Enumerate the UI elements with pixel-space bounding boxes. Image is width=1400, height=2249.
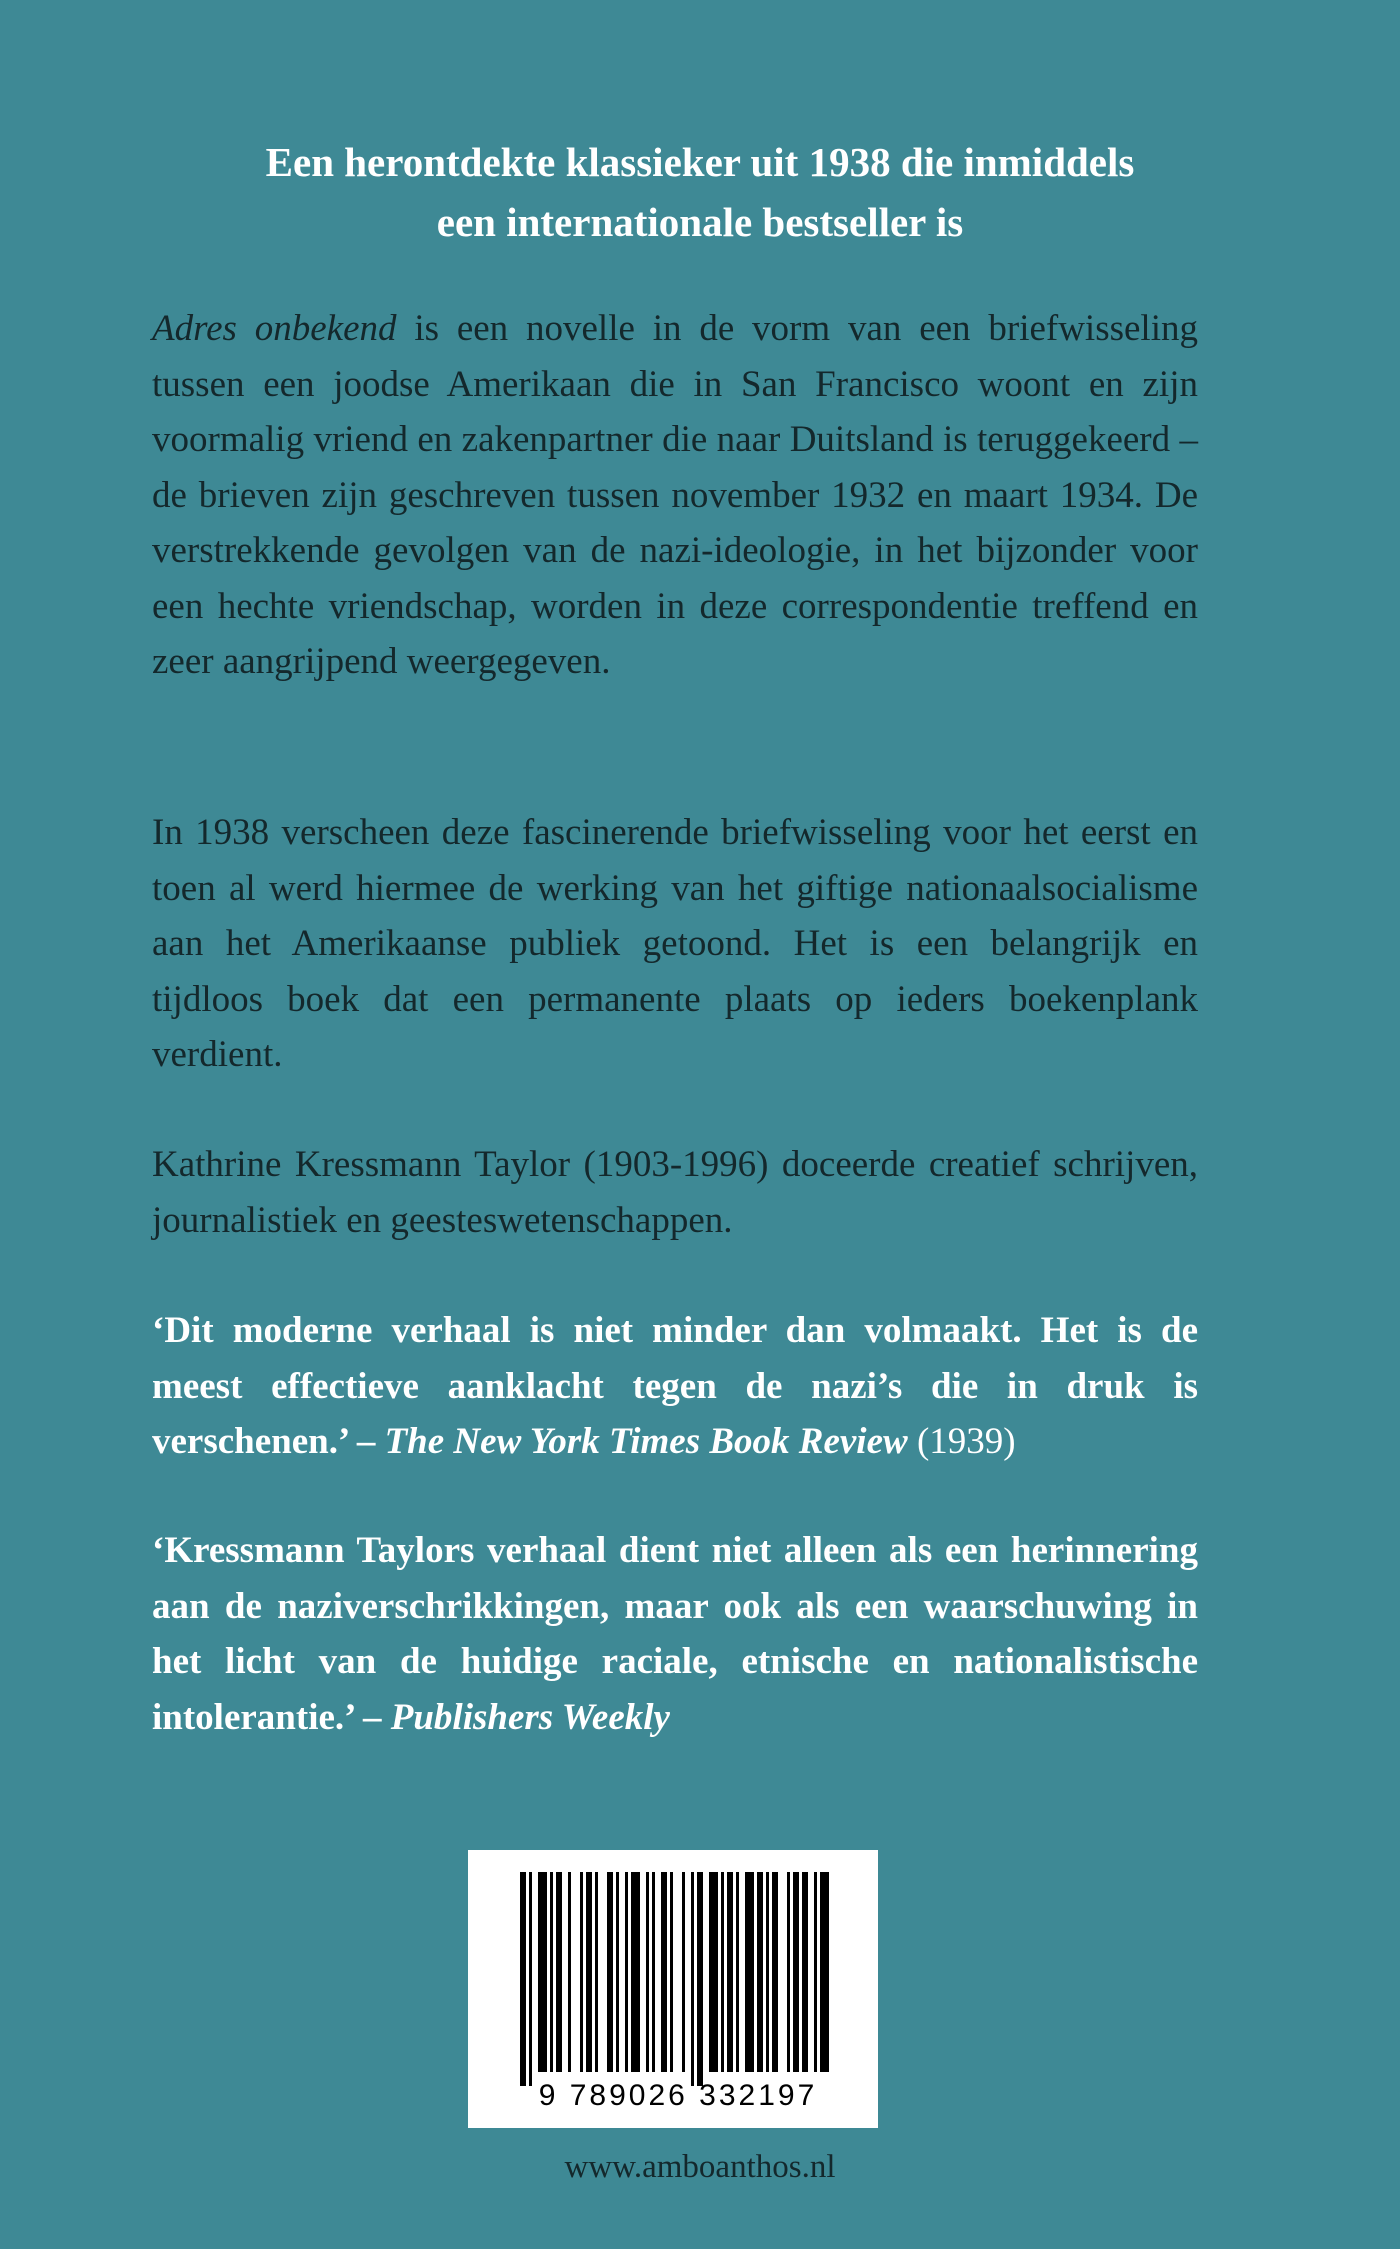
quote-2-source: Publishers Weekly	[390, 1696, 670, 1738]
barcode-bar	[568, 1872, 571, 2072]
barcode-bar	[736, 1872, 739, 2072]
barcode-bar	[556, 1872, 562, 2072]
author-bio: Kathrine Kressmann Taylor (1903-1996) doceerde creatief schrijven, journalistiek en geesteswetenschappen.	[152, 1144, 1198, 1241]
cover-heading	[100, 132, 1300, 252]
barcode-bar	[550, 1872, 553, 2072]
publisher-website: www.amboanthos.nl	[564, 2149, 836, 2185]
barcode-bar	[721, 1872, 724, 2072]
barcode-bar	[745, 1872, 754, 2072]
barcode-bar	[697, 1872, 703, 2086]
barcode-bar	[595, 1872, 598, 2072]
barcode-bar	[520, 1872, 526, 2086]
barcode-bar	[820, 1872, 829, 2072]
heading-line-1: Een herontdekte klassieker uit 1938 die inmiddels	[265, 139, 1135, 185]
quote-1-text: ‘Dit moderne verhaal is niet minder dan volmaakt. Het is de meest effectieve aanklacht tegen de nazi’s die in druk is verschenen.’ –	[152, 1310, 1198, 1462]
barcode-bar	[631, 1872, 640, 2072]
barcode-bar	[538, 1872, 547, 2072]
quote-2-text: ‘Kressmann Taylors verhaal dient niet alleen als een herinnering aan de naziverschrikkingen, maar ook als een waarschuwing in het licht van de huidige raciale, etnische en nationalistische intolerantie.’ –	[152, 1530, 1198, 1738]
heading-line-2: een internationale bestseller is	[436, 199, 964, 245]
blurb-paragraph-2: In 1938 verscheen deze fascinerende briefwisseling voor het eerst en toen al werd hiermee de werking van het giftige nationaalsocialisme aan het Amerikaanse publiek getoond. Het is een belangrijk en tijdloos boek dat een permanente plaats op ieders boekenplank verdient.	[152, 812, 1198, 1075]
barcode-bar	[682, 1872, 685, 2072]
barcode-bar	[709, 1872, 718, 2072]
barcode-bar	[787, 1872, 790, 2072]
barcode-bar	[652, 1872, 655, 2072]
barcode-bar	[529, 1872, 532, 2086]
barcode-bar	[616, 1872, 619, 2072]
barcode-bar	[772, 1872, 778, 2072]
barcode-bar	[802, 1872, 808, 2072]
quote-1-year: (1939)	[907, 1421, 1016, 1462]
barcode-bar	[646, 1872, 649, 2072]
barcode-bar	[586, 1872, 592, 2072]
review-quote-2	[152, 1523, 1198, 1745]
barcode-bar	[670, 1872, 673, 2072]
blurb-paragraph-1	[152, 301, 1198, 690]
barcode-bar	[814, 1872, 817, 2072]
barcode	[468, 1850, 878, 2128]
review-quote-1	[152, 1303, 1198, 1470]
book-title: Adres onbekend	[152, 308, 397, 349]
barcode-bar	[766, 1872, 769, 2072]
barcode-bar	[691, 1872, 694, 2086]
barcode-bar	[580, 1872, 583, 2072]
barcode-bar	[625, 1872, 628, 2072]
barcode-bar	[607, 1872, 613, 2072]
barcode-bar	[793, 1872, 799, 2072]
isbn-number: 9 789026 332197	[538, 2079, 818, 2112]
barcode-bar	[757, 1872, 763, 2072]
barcode-bar	[661, 1872, 667, 2072]
barcode-bar	[727, 1872, 733, 2072]
quote-1-source: The New York Times Book Review	[384, 1421, 908, 1462]
blurb-paragraph-1-text: is een novelle in de vorm van een briefwisseling tussen een joodse Amerikaan die in San Francisco woont en zijn voormalig vriend en zakenpartner die naar Duitsland is teruggekeerd – de brieven zijn geschreven tussen november 1932 en maart 1934. De verstrekkende gevolgen van de nazi-ideologie, in het bijzonder voor een hechte vriendschap, worden in deze correspondentie treffend en zeer aangrijpend weergegeven.	[152, 308, 1198, 682]
